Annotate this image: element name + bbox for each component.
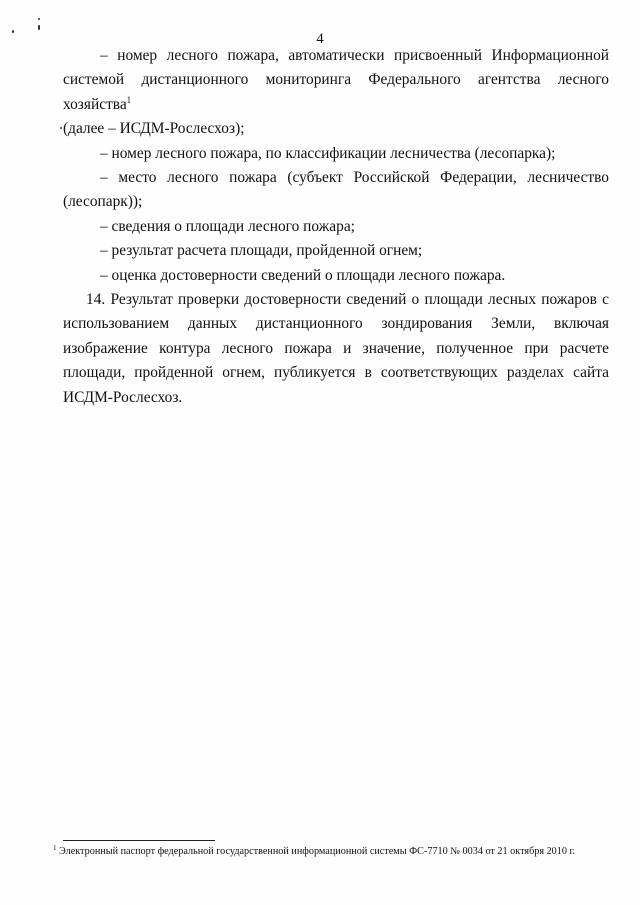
footnote-text: Электронный паспорт федеральной государственной информационной системы ФС-7710 № 0034 от 21 октября 2010 г. [59,846,576,857]
footnote-reference: 1 [126,94,132,105]
footnote [53,845,623,859]
list-item-text: – место лесного пожара (субъект Российской Федерации, лесничество (лесопарк)); [63,169,609,211]
list-item-reliability [63,264,609,288]
list-item-fire-location [63,166,609,215]
list-item-text: – сведения о площади лесного пожара; [100,217,355,235]
list-item-text: (далее – ИСДМ-Рослесхоз); [63,120,245,138]
list-item-fire-number-forestry [63,142,609,166]
list-item-area-result [63,239,609,263]
list-item-fire-number-auto [63,44,609,117]
list-item-text: – номер лесного пожара, автоматически присвоенный Информационной системой дистанционного мониторинга Федерального агентства лесного хозяйства [63,47,609,113]
paragraph-14: 14. Результат проверки достоверности сведений о площади лесных пожаров с использованием данных дистанционного зондирования Земли, включая изображение контура лесного пожара и значение, полученное при расчете площади, пройденной огнем, публикуется в соответствующих разделах сайта ИСДМ-Рослесхоз. [63,291,609,406]
list-item-text: – оценка достоверности сведений о площади лесного пожара. [100,266,506,284]
document-body [63,44,609,410]
footnote-separator [63,840,215,841]
list-item-text: – номер лесного пожара, по классификации лесничества (лесопарка); [100,144,556,162]
page-number: 4 [316,31,324,47]
scan-speck [38,18,40,20]
scan-speck [60,127,62,129]
list-item-text: – результат расчета площади, пройденной огнем; [100,242,423,260]
footnote-number: 1 [53,844,57,852]
list-item-continuation [63,117,609,141]
list-item-area-info [63,215,609,239]
